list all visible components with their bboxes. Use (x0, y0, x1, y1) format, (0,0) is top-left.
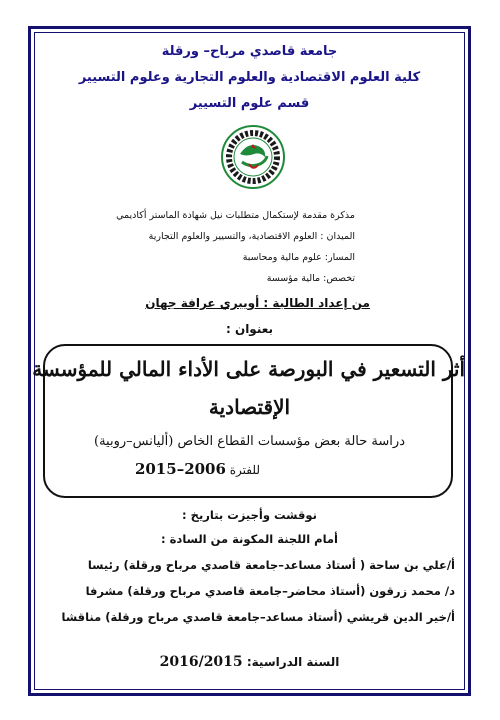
defense-date: نوقشت وأجيزت بتاريخ : (182, 508, 317, 522)
period-label: للفترة (229, 463, 260, 477)
track-line: المسار: علوم مالية ومحاسبة (242, 252, 355, 263)
academic-year (34, 654, 465, 670)
thesis-title-line1: أثر التسعير في البورصة على الأداء المالي للمؤسسة (32, 357, 465, 381)
committee-intro: أمام اللجنة المكونة من السادة : (161, 532, 338, 546)
study-period (135, 460, 260, 478)
student-name: من إعداد الطالبة : أويبري عرافة جهان (145, 296, 370, 310)
university-seal-icon (220, 124, 286, 190)
university-name: جامعة قاصدي مرباح– ورقلة (161, 44, 338, 59)
cover-page (34, 32, 465, 690)
department-name: قسم علوم التسيير (189, 96, 310, 111)
period-value: 2006–2015 (134, 460, 226, 478)
case-study-subtitle: دراسة حالة بعض مؤسسات القطاع الخاص (أليانس–روبية) (94, 434, 405, 449)
academic-year-value: 2016/2015 (159, 654, 243, 670)
specialty-line: تخصص: مالية مؤسسة (266, 273, 355, 284)
memo-statement: مذكرة مقدمة لإستكمال متطلبات نيل شهادة الماستر أكاديمي (116, 210, 355, 221)
title-label: بعنوان : (225, 322, 274, 336)
field-line: الميدان : العلوم الاقتصادية، والتسيير والعلوم التجارية (148, 231, 355, 242)
committee-member-president: أ/علي بن ساحة ( أستاذ مساعد–جامعة قاصدي مرباح ورقلة) رئيسا (87, 558, 455, 572)
committee-member-examiner: أ/خير الدين قريشي (أستاذ مساعد–جامعة قاصدي مرباح ورقلة) مناقشا (61, 610, 455, 624)
faculty-name: كلية العلوم الاقتصادية والعلوم التجارية وعلوم التسيير (78, 70, 421, 85)
committee-member-supervisor: د/ محمد زرقون (أستاذ محاضر–جامعة قاصدي مرباح ورقلة) مشرفا (85, 584, 455, 598)
academic-year-label: السنة الدراسية: (246, 655, 340, 669)
thesis-title-line2: الإقتصادية (208, 395, 291, 419)
